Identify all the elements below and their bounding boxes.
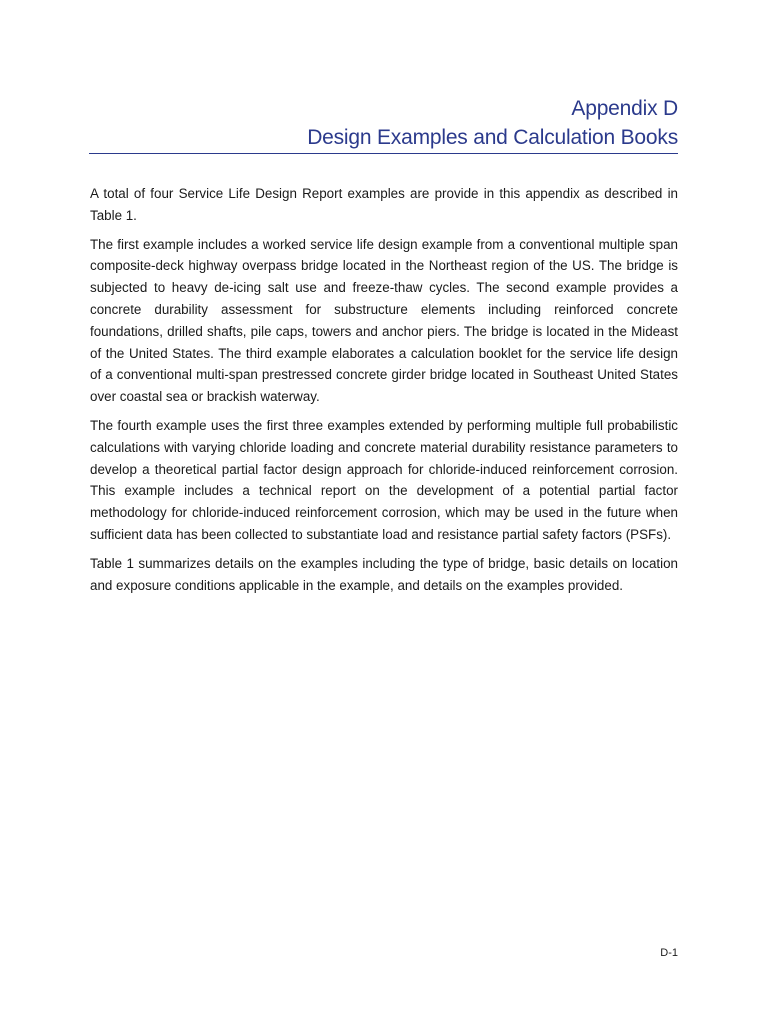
heading-divider <box>89 153 678 154</box>
paragraph-fourth-example: The fourth example uses the first three examples extended by performing multiple full probabilistic calculations with varying chloride loading and concrete material durability resistance parameters to develop a theoretical partial factor design approach for chloride-induced reinforcement corrosion. This example includes a technical report on the development of a potential partial factor methodology for chloride-induced reinforcement corrosion, which may be used in the future when sufficient data has been collected to substantiate load and resistance partial safety factors (PSFs). <box>90 417 678 542</box>
appendix-label: Appendix D <box>571 97 678 120</box>
appendix-heading <box>89 94 678 152</box>
paragraph-intro: A total of four Service Life Design Report examples are provide in this appendix as described in Table 1. <box>90 186 678 223</box>
paragraph-examples: The first example includes a worked service life design example from a conventional multiple span composite-deck highway overpass bridge located in the Northeast region of the US. The bridge is subjected to heavy de-icing salt use and freeze-thaw cycles. The second example provides a concrete durability assessment for substructure elements including reinforced concrete foundations, drilled shafts, pile caps, towers and anchor piers. The bridge is located in the Mideast of the United States. The third example elaborates a calculation booklet for the service life design of a conventional multi-span prestressed concrete girder bridge located in Southeast United States over coastal sea or brackish waterway. <box>90 236 678 405</box>
page-number: D-1 <box>660 947 678 959</box>
paragraph-table-summary: Table 1 summarizes details on the examples including the type of bridge, basic details on location and exposure conditions applicable in the example, and details on the examples provided. <box>90 555 678 593</box>
appendix-title: Design Examples and Calculation Books <box>307 126 678 149</box>
body-text <box>90 183 678 603</box>
